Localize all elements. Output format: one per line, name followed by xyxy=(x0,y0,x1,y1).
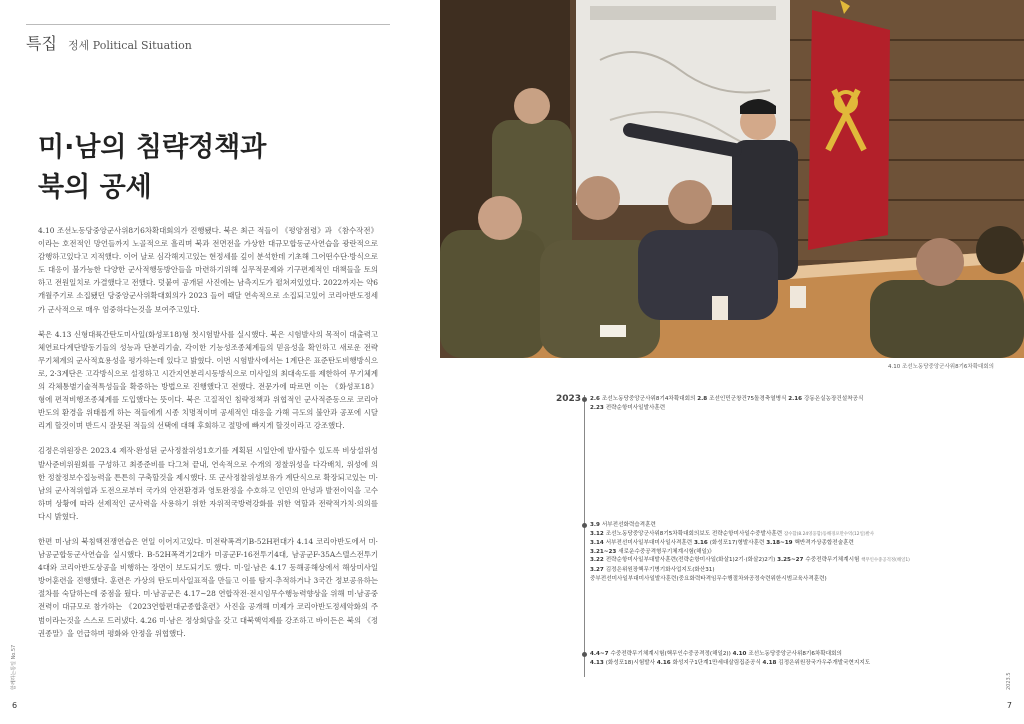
right-sidebar-label: 2023.5 xyxy=(1006,672,1012,690)
event-text: 김정은위원장핵무기병기화사업지도(화산31) xyxy=(605,566,715,573)
timeline-group-mar xyxy=(590,521,990,583)
event-date: 3.21~23 xyxy=(590,548,619,555)
event-text: 서부전선미사일부대미사일사격훈련 xyxy=(605,540,694,547)
left-page xyxy=(0,0,440,724)
event-text: 전략순항미사일발사훈련 xyxy=(605,404,666,411)
event-text: (화성포17)형발사훈련 xyxy=(709,540,767,547)
title-line-1: 미·남의 침략정책과 xyxy=(38,132,267,163)
section-subtitle: 정세 Political Situation xyxy=(68,39,192,52)
page-number-right: 7 xyxy=(1006,701,1012,710)
event-date: 3.27 xyxy=(590,566,606,573)
event-text: 전략순항미사일부대발사훈련(전략순항미사일(화살1)2기·(화살2)2기) xyxy=(605,557,778,564)
event-text: 핵무인수중공격정(해일1) xyxy=(861,558,910,564)
timeline-line xyxy=(590,404,990,413)
timeline-line xyxy=(590,530,990,540)
article-title xyxy=(38,128,266,208)
event-text: 수중전략무기체계시험 xyxy=(805,557,862,564)
paragraph: 김정은위원장은 2023.4 제작·완성된 군사정찰위성1호기를 계획된 시일안에 발사할수 있도록 비상설위성발사준비위원회를 구성하고 최종준비를 다그쳐 끝내, 연속적으로 수개의 정찰위성을 다각배치, 위성에 의한 정찰정보수집능력을 튼튼히 구축할것을 제시했다. 또 군사정찰위성보유가 계단식으로 확장되고있는 미·남의 군사적위협과 도전으로부터 국가의 안전환경과 영토완정을 수호하고 인민의 안녕과 발전이익을 고수하며 상황에 따라 선제적인 군사력을 사용하기 위한 자위적국방력강화를 위한 역할과 전략적가치·의의를 다시 밝혔다. xyxy=(38,446,378,521)
event-text: 잠수함(8.24영웅함)동해경포만수역(12일)발사 xyxy=(783,531,875,537)
timeline-axis xyxy=(584,395,585,677)
title-line-2: 북의 공세 xyxy=(38,172,152,203)
event-date: 4.13 xyxy=(590,659,606,666)
timeline-line xyxy=(590,659,990,668)
event-date: 2.6 xyxy=(590,396,602,402)
event-date: 3.25~27 xyxy=(777,557,806,564)
timeline-line xyxy=(590,521,990,530)
paragraph: 한편 미·남의 북침핵전쟁연습은 연일 이어지고있다. 미전략폭격기B-52H편대가 4.14 코리아반도에서 미·남공군합동군사연습을 실시했다. B-52H폭격기2대가 미공군F-16전투기4대, 남공군F-35A스텔스전투기4대와 코리아반도상공을 비행하는 장면이 보도되기도 했다. 미·일·남은 4.17 동해공해상에서 해상미사일방어훈련을 진행했다. 훈련은 가상의 탄도미사일표적을 만들고 이를 탐지·추적하거나 3국간 정보공유하는 절차를 숙달하는데 중점을 뒀다. 미·남공군은 4.17~28 연합작전·전시임무수행능력향상을 위해 미·남공중전력이 대규모로 참가하는 《2023연합편대군종합훈련》사진을 공개해 미제가 코리아반도정세악화의 주범이라는것을 스스로 드러냈다. 4.26 미·남은 정상회담을 갖고 대북핵억제를 강조하고 바이든은 북의 《정권종말》을 언급하며 평화와 안정을 위협했다. xyxy=(38,536,378,638)
timeline-line xyxy=(590,548,990,557)
event-text: 조선노동당중앙군사위8기6차확대회의 xyxy=(748,651,842,657)
event-text: 새로운수중공격형무기체계시험(해일)》 xyxy=(618,548,715,555)
event-date: 4.16 xyxy=(656,659,673,666)
event-text: 조선인민군창건75돌경축열병식 xyxy=(709,396,789,402)
event-date: 2.8 xyxy=(697,396,710,402)
event-text: (화성포18)시험발사 xyxy=(605,659,657,666)
timeline-year: 2023 xyxy=(556,394,582,404)
event-date: 3.22 xyxy=(590,557,606,564)
right-page xyxy=(440,0,1024,724)
event-text: 전략순항미사일수중발사훈련 xyxy=(711,530,784,537)
event-date: 3.9 xyxy=(590,522,602,528)
event-date: 2.23 xyxy=(590,404,606,411)
article-body xyxy=(38,224,378,652)
event-text: 조선노동당중앙군사위8기4차확대회의 xyxy=(601,396,698,402)
section-label: 특집 xyxy=(26,34,57,53)
photo-caption: 4.10 조선노동당중앙군사위8기6차확대회의 xyxy=(887,364,994,370)
event-text: 수중전략무기체계시험(핵무인수중공격정(해일2)) xyxy=(610,651,733,657)
event-date: 3.14 xyxy=(590,540,606,547)
timeline-group-feb xyxy=(590,395,990,412)
timeline-group-apr xyxy=(590,650,990,667)
event-date: 4.4~7 xyxy=(590,651,611,657)
event-date: 3.18~19 xyxy=(766,540,795,547)
timeline-line xyxy=(590,650,990,659)
event-date: 4.10 xyxy=(732,651,749,657)
event-text: 중부전선미사일부대미사일발사훈련(중요화력타격임무수행절차와공정숙련위한시범교육사격훈련) xyxy=(590,575,827,582)
event-text: 조선노동당중앙군사위8기5차확대회의보도 xyxy=(605,530,712,537)
event-date: 3.12 xyxy=(590,530,606,537)
meeting-photo xyxy=(440,0,1024,358)
timeline-line xyxy=(590,566,990,575)
event-text: 김정은위원장국가우주개발국현지지도 xyxy=(778,659,871,666)
timeline-line xyxy=(590,575,990,584)
timeline-dot xyxy=(582,397,587,402)
event-date: 2.16 xyxy=(788,396,804,402)
timeline-line xyxy=(590,556,990,566)
page-number-left: 6 xyxy=(12,701,18,710)
left-sidebar-label: 함께하는통일 No.57 xyxy=(11,644,17,690)
paragraph: 북은 4.13 신형대륙간탄도미사일(화성포18)형 첫시험발사를 실시했다. 북은 시험발사의 목적이 대출력고체연료다계단발동기들의 성능과 단분리기술, 각이한 기능성조종체계들의 믿음성을 확인하고 새로운 전략무기체계의 군사적효용성을 평가하는데 있다고 밝혔다. 이번 시험발사에서는 1계단은 표준탄도비행방식으로, 2·3계단은 고각방식으로 설정하고 시간지연분리시동방식으로 미사일의 최대속도를 제한하여 무기체계의 각체통별기술적특성들을 확증하는 방법으로 진행했다고 전했다. 전문가에 따르면 이는 《화성포18》형에 편적비행조종체계를 도입했다는 뜻이다. 북은 고질적인 침략정책과 위협적인 군사적준동으로 코리아반도의 환경을 위태롭게 하는 적들에게 시종 치명적이며 공세적인 대응을 가해 극도의 불안과 공포에 시달리게 할것이며 반드시 잘못된 적들의 선택에 대해 후회하고 절망에 빠지게 할것이라고 강조했다. xyxy=(38,329,378,431)
section-header xyxy=(26,24,390,51)
event-text: 서부전선화력습격훈련 xyxy=(601,522,656,528)
timeline-dot xyxy=(582,652,587,657)
event-text: 화성지구1단계1만세대살림집준공식 xyxy=(672,659,763,666)
event-text: 강동온실농장건설착공식 xyxy=(803,396,864,402)
event-text: 핵반격가상종합전술훈련 xyxy=(794,540,854,547)
timeline-dot xyxy=(582,523,587,528)
timeline-line xyxy=(590,539,990,548)
event-date: 4.18 xyxy=(762,659,779,666)
timeline-line xyxy=(590,395,990,404)
paragraph: 4.10 조선노동당중앙군사위8기6차확대회의가 진행됐다. 북은 최근 적들이 《평양점령》과 《참수작전》이라는 호전적인 망언들까지 노골적으로 흘리며 북과 전면전을 가상한 대규모합동군사연습을 광란적으로 감행하고있다고 지적했다. 이어 날로 심각해지고있는 현정세를 깊이 분석한데 기초해 그어떤수단·방식으로도 대응이 불가능한 다양한 군사적행동방안들을 마련하기위해 실무적문제와 기구편제적인 대책들을 토의하고 전원일치로 가결했다고 전했다. 덧붙여 공개된 사진에는 남측지도가 펼쳐져있었다. 2022까지는 약6개월주기로 소집됐던 당중앙군사위확대회의가 2023 들어 때달 연속적으로 소집되고있어 코리아반도정세가 군사적으로 매우 엄중하다는것을 보여주고있다. xyxy=(38,226,378,314)
event-date: 3.16 xyxy=(694,540,710,547)
